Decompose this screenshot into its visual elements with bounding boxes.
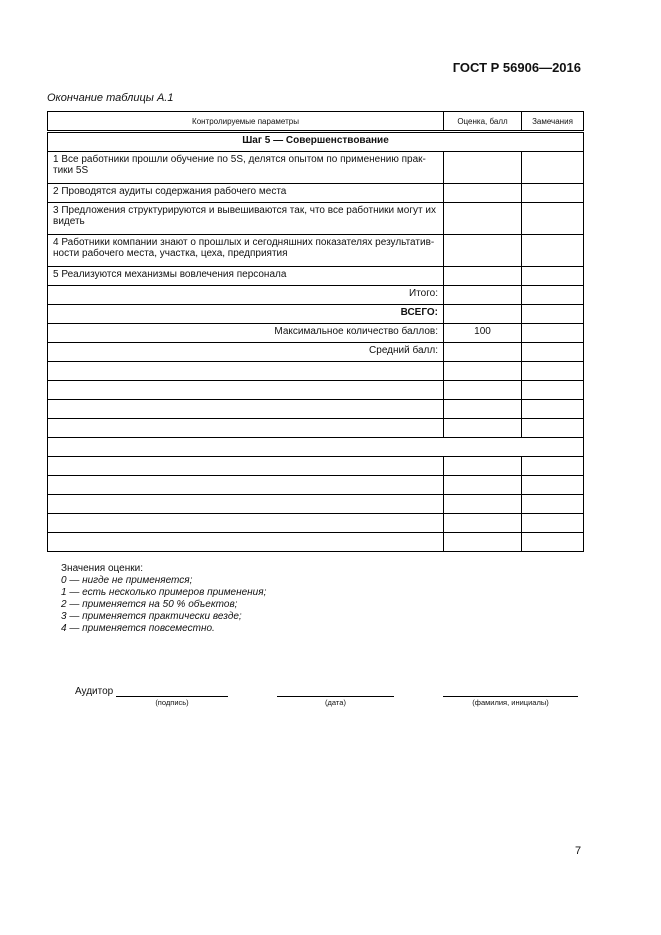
table-row xyxy=(48,235,584,267)
score-cell xyxy=(444,203,522,235)
parameter-cell: 3 Предложения структурируются и вывешиваются так, что все работники могут их видеть xyxy=(48,203,444,235)
remarks-cell xyxy=(522,267,584,286)
legend-item: 2 — применяется на 50 % объектов; xyxy=(61,599,238,610)
signature-caption: (подпись) xyxy=(155,698,189,707)
grand-total-row xyxy=(48,305,584,324)
name-line xyxy=(443,696,578,697)
parameter-cell: 1 Все работники прошли обучение по 5S, делятся опытом по применению прак-тики 5S xyxy=(48,152,444,184)
legend-item: 3 — применяется практически везде; xyxy=(61,611,242,622)
score-cell xyxy=(444,184,522,203)
remarks-cell xyxy=(522,152,584,184)
column-header-remarks: Замечания xyxy=(522,112,584,132)
table-row xyxy=(48,184,584,203)
blank-row xyxy=(48,362,584,381)
score-legend xyxy=(61,563,266,635)
remarks-cell xyxy=(522,305,584,324)
blank-row xyxy=(48,400,584,419)
signature-line xyxy=(116,696,228,697)
table-caption: Окончание таблицы А.1 xyxy=(47,92,174,104)
score-cell xyxy=(444,343,522,362)
page-number: 7 xyxy=(575,845,582,857)
score-cell xyxy=(444,267,522,286)
blank-row xyxy=(48,476,584,495)
date-line xyxy=(277,696,394,697)
grand-total-label: ВСЕГО: xyxy=(48,305,444,324)
date-caption: (дата) xyxy=(325,698,346,707)
average-row xyxy=(48,343,584,362)
remarks-cell xyxy=(522,343,584,362)
max-score-label: Максимальное количество баллов: xyxy=(48,324,444,343)
blank-row xyxy=(48,419,584,438)
step-title: Шаг 5 — Совершенствование xyxy=(48,132,584,152)
auditor-label: Аудитор xyxy=(75,686,114,697)
blank-row xyxy=(48,514,584,533)
remarks-cell xyxy=(522,286,584,305)
legend-item: 4 — применяется повсеместно. xyxy=(61,623,215,634)
remarks-cell xyxy=(522,203,584,235)
max-score-row xyxy=(48,324,584,343)
blank-row xyxy=(48,457,584,476)
score-cell xyxy=(444,286,522,305)
parameter-cell: 5 Реализуются механизмы вовлечения персонала xyxy=(48,267,444,286)
document-code: ГОСТ Р 56906—2016 xyxy=(452,60,581,75)
signature-block xyxy=(0,686,661,716)
blank-row xyxy=(48,381,584,400)
legend-item: 0 — нигде не применяется; xyxy=(61,575,193,586)
table-row xyxy=(48,152,584,184)
score-cell xyxy=(444,305,522,324)
parameter-cell: 4 Работники компании знают о прошлых и сегодняшних показателях результатив-ности рабочего места, участка, цеха, предприятия xyxy=(48,235,444,267)
score-cell xyxy=(444,235,522,267)
blank-row xyxy=(48,495,584,514)
checklist-table xyxy=(47,111,584,552)
blank-row xyxy=(48,533,584,552)
column-header-score: Оценка, балл xyxy=(444,112,522,132)
score-cell xyxy=(444,152,522,184)
remarks-cell xyxy=(522,324,584,343)
step-row xyxy=(48,132,584,152)
table-row xyxy=(48,267,584,286)
table-header-row xyxy=(48,112,584,132)
total-row xyxy=(48,286,584,305)
blank-merged-row xyxy=(48,438,584,457)
legend-item: 1 — есть несколько примеров применения; xyxy=(61,587,267,598)
name-caption: (фамилия, инициалы) xyxy=(472,698,549,707)
remarks-cell xyxy=(522,184,584,203)
max-score-value: 100 xyxy=(444,324,522,343)
column-header-parameters: Контролируемые параметры xyxy=(48,112,444,132)
total-label: Итого: xyxy=(48,286,444,305)
average-label: Средний балл: xyxy=(48,343,444,362)
remarks-cell xyxy=(522,235,584,267)
parameter-cell: 2 Проводятся аудиты содержания рабочего места xyxy=(48,184,444,203)
legend-title: Значения оценки: xyxy=(61,563,143,574)
table-row xyxy=(48,203,584,235)
